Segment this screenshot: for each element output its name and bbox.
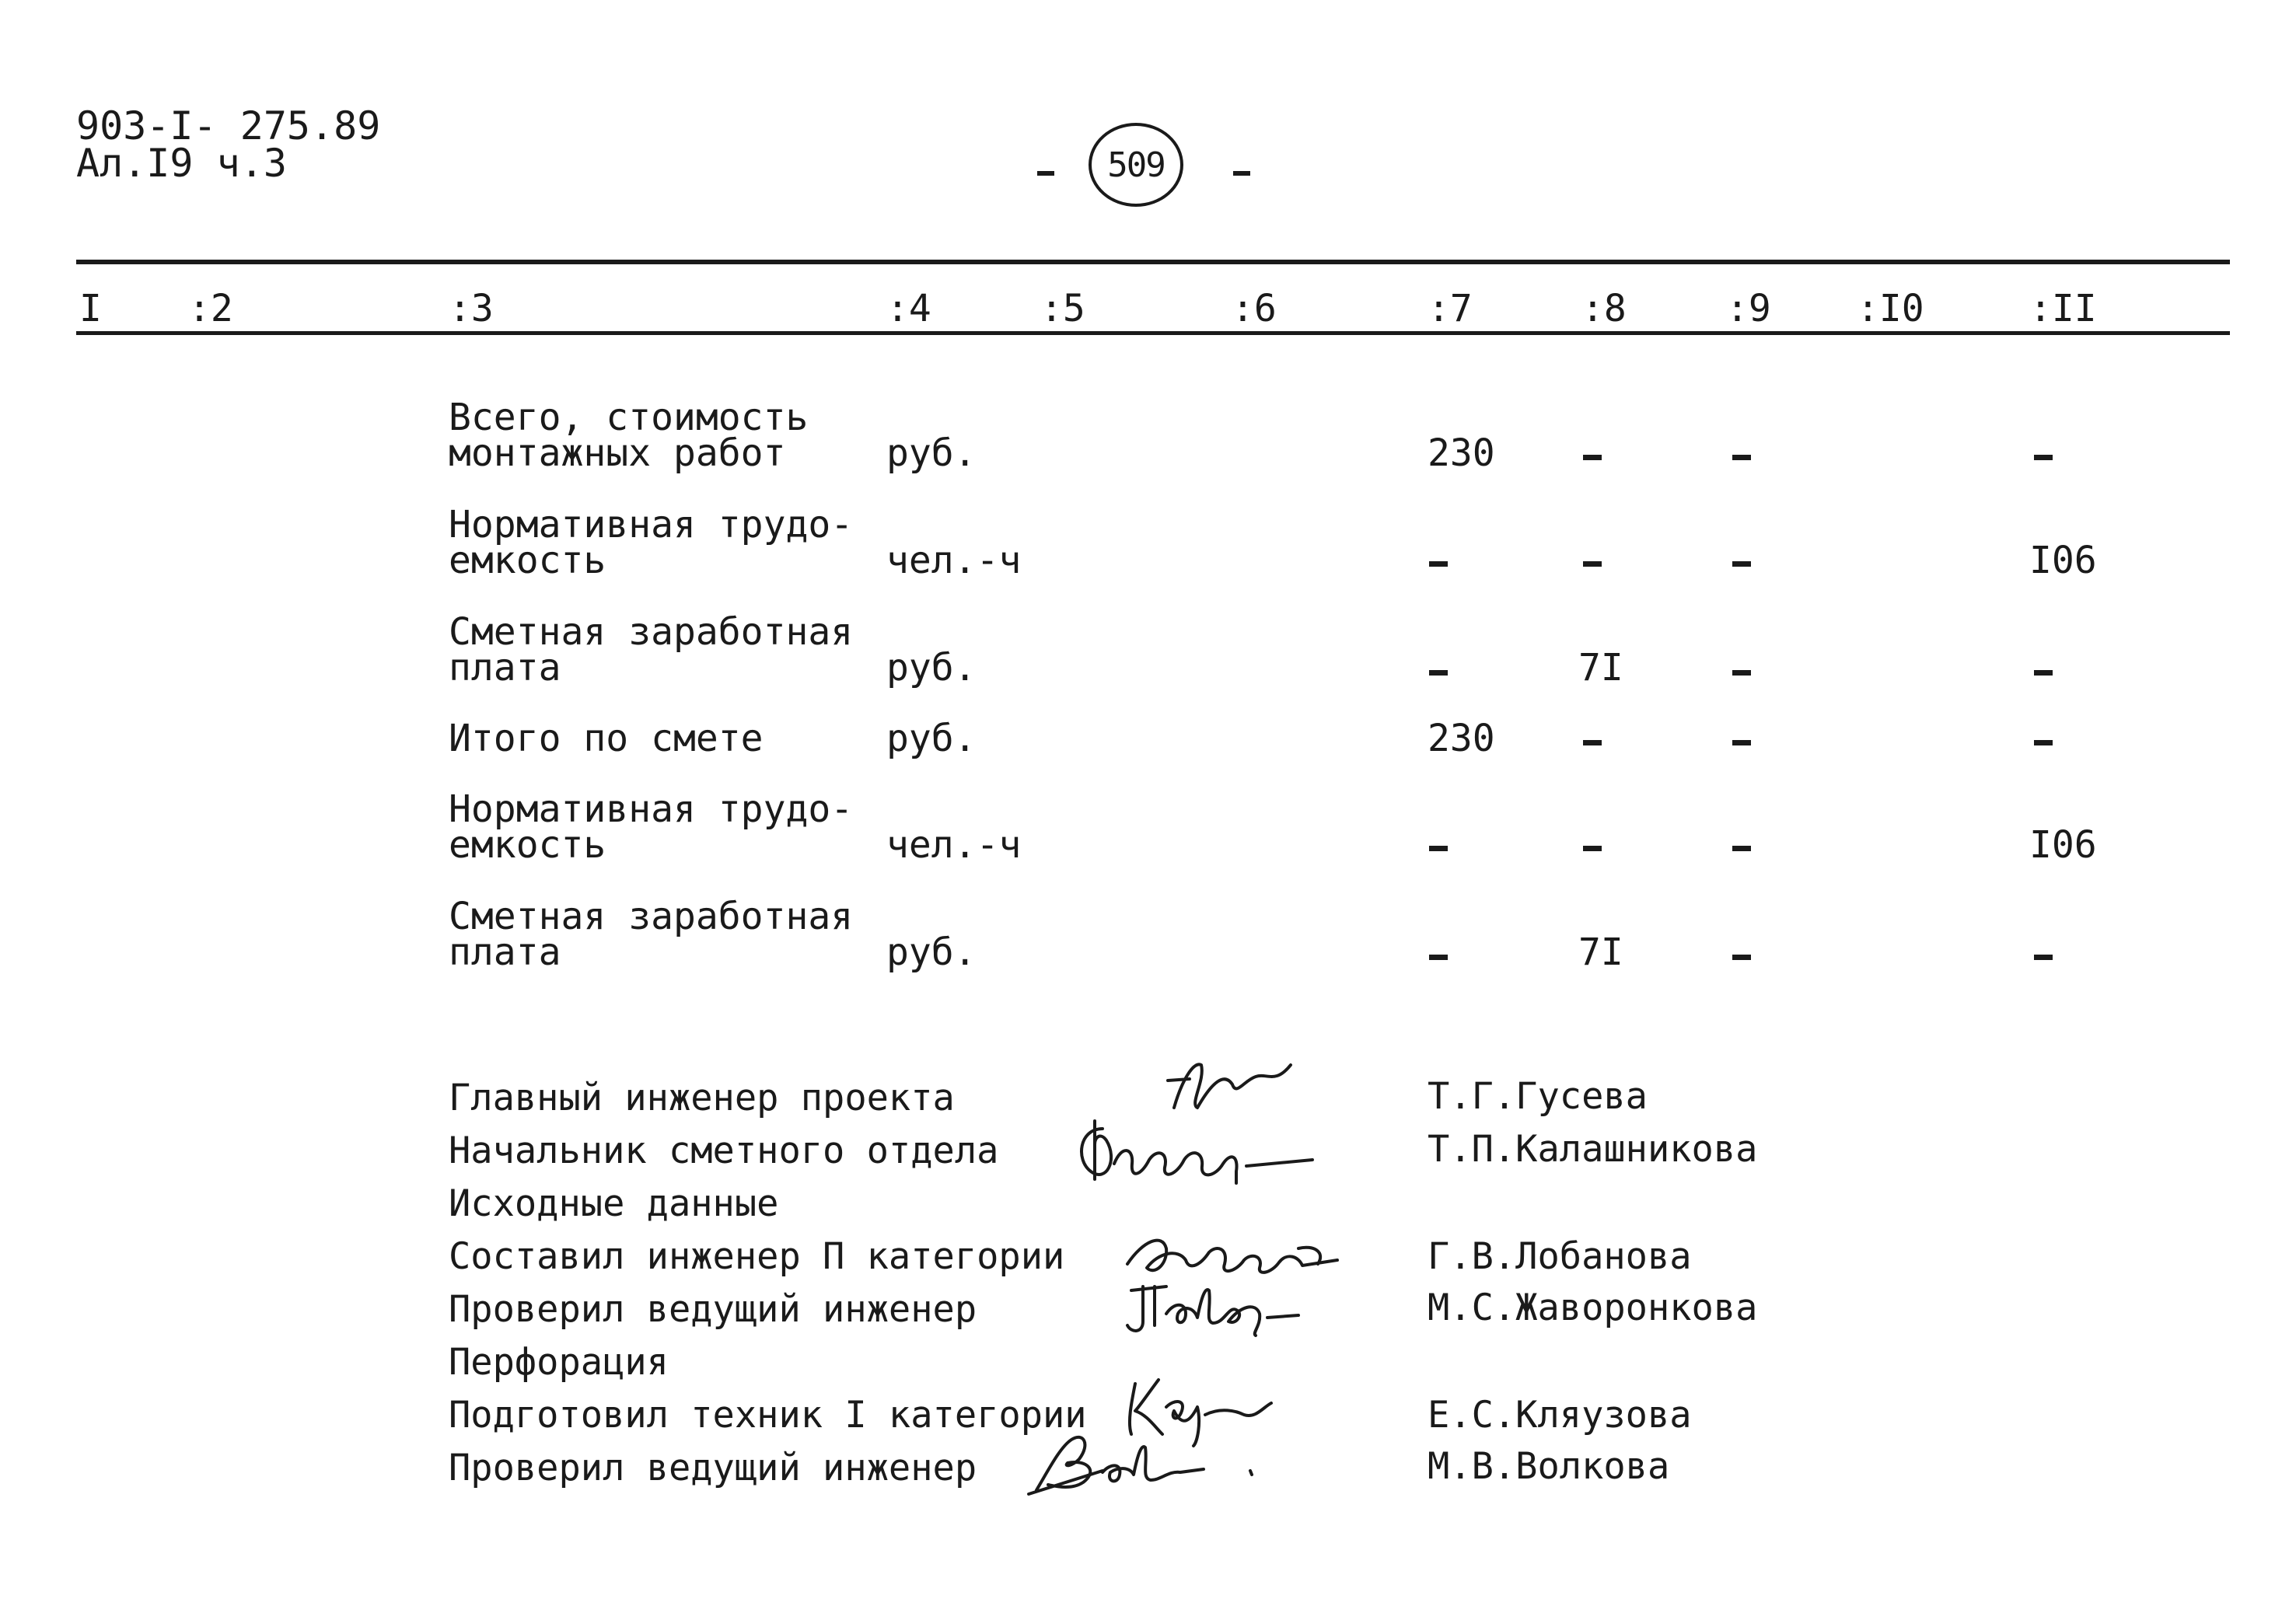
signatory-name-7: Е.С.Кляузова [1428,1394,1692,1437]
table-row-6-col11-dash [2034,955,2053,960]
column-header-2: :2 [188,287,233,330]
signature-label-1: Главный инженер проекта [449,1077,955,1119]
table-row-1-col8-dash [1583,455,1602,460]
table-row-4-col7: 230 [1428,717,1495,760]
signature-label-2: Начальник сметного отдела [449,1129,999,1172]
table-row-2-name: Нормативная трудо- емкость [449,503,854,582]
table-top-rule [76,260,2230,264]
table-row-4-col8-dash [1583,740,1602,745]
table-header-rule [76,331,2230,335]
table-row-4-unit: руб. [886,717,977,760]
table-row-6-col7-dash [1429,955,1448,960]
table-row-6-col8: 7I [1578,930,1623,974]
page-number-dash-left [1037,171,1054,176]
signature-label-7: Подготовил техник I категории [449,1394,1087,1437]
table-row-5-col7-dash [1429,846,1448,851]
table-row-4-col11-dash [2034,740,2053,745]
column-header-4: :4 [886,287,931,330]
column-header-8: :8 [1581,287,1627,330]
column-header-5: :5 [1040,287,1085,330]
signature-label-6: Перфорация [449,1341,669,1384]
table-row-2-col8-dash [1583,561,1602,567]
signature-label-8: Проверил ведущий инженер [449,1447,977,1489]
table-row-1-col7: 230 [1428,431,1495,475]
signature-label-4: Составил инженер П категории [449,1235,1065,1278]
column-header-9: :9 [1726,287,1771,330]
column-header-7: :7 [1428,287,1473,330]
table-row-3-col9-dash [1732,670,1751,676]
table-row-5-col8-dash [1583,846,1602,851]
column-header-3: :3 [449,287,494,330]
handwritten-signature-2 [1071,1105,1328,1191]
signatory-name-2: Т.П.Калашникова [1428,1128,1758,1171]
signatory-name-1: Т.Г.Гусева [1428,1075,1648,1118]
table-row-2-col9-dash [1732,561,1751,567]
table-row-2-col11: I06 [2029,539,2097,582]
signature-label-5: Проверил ведущий инженер [449,1288,977,1331]
signature-label-3: Исходные данные [449,1182,779,1225]
table-row-1-name: Всего, стоимость монтажных работ [449,396,809,475]
table-row-3-col11-dash [2034,670,2053,676]
table-row-5-col9-dash [1732,846,1751,851]
table-row-3-name: Сметная заработная плата [449,610,854,690]
page-number-block [1034,117,1260,218]
table-row-2-col7-dash [1429,561,1448,567]
signatory-name-4: Г.В.Лобанова [1428,1235,1692,1278]
column-header-1: I [79,287,102,330]
table-row-3-unit: руб. [886,646,977,690]
page-number: 509 [1107,145,1165,185]
column-header-10: :I0 [1857,287,1924,330]
table-row-6-col9-dash [1732,955,1751,960]
table-row-3-col8: 7I [1578,646,1623,690]
table-row-6-name: Сметная заработная плата [449,895,854,974]
document-code-line-2: Ал.I9 ч.3 [76,141,287,186]
table-row-1-col9-dash [1732,455,1751,460]
table-row-5-col11: I06 [2029,823,2097,867]
handwritten-signature-8 [1025,1424,1274,1502]
table-row-3-col7-dash [1429,670,1448,676]
table-row-1-unit: руб. [886,431,977,475]
document-code [76,103,381,186]
table-row-5-name: Нормативная трудо- емкость [449,787,854,867]
document-code-line-1: 903-I- 275.89 [76,103,381,148]
handwritten-signature-5 [1120,1267,1322,1341]
signatory-name-5: М.С.Жаворонкова [1428,1287,1758,1329]
page-number-circle [1089,123,1183,207]
table-row-1-col11-dash [2034,455,2053,460]
page-number-dash-right [1233,171,1250,176]
column-header-6: :6 [1232,287,1277,330]
table-row-5-unit: чел.-ч [886,823,1022,867]
column-header-11: :II [2029,287,2097,330]
table-row-6-unit: руб. [886,930,977,974]
signatory-name-8: М.В.Волкова [1428,1445,1670,1488]
table-row-4-col9-dash [1732,740,1751,745]
table-row-2-unit: чел.-ч [886,539,1022,582]
table-row-4-name: Итого по смете [449,717,764,760]
